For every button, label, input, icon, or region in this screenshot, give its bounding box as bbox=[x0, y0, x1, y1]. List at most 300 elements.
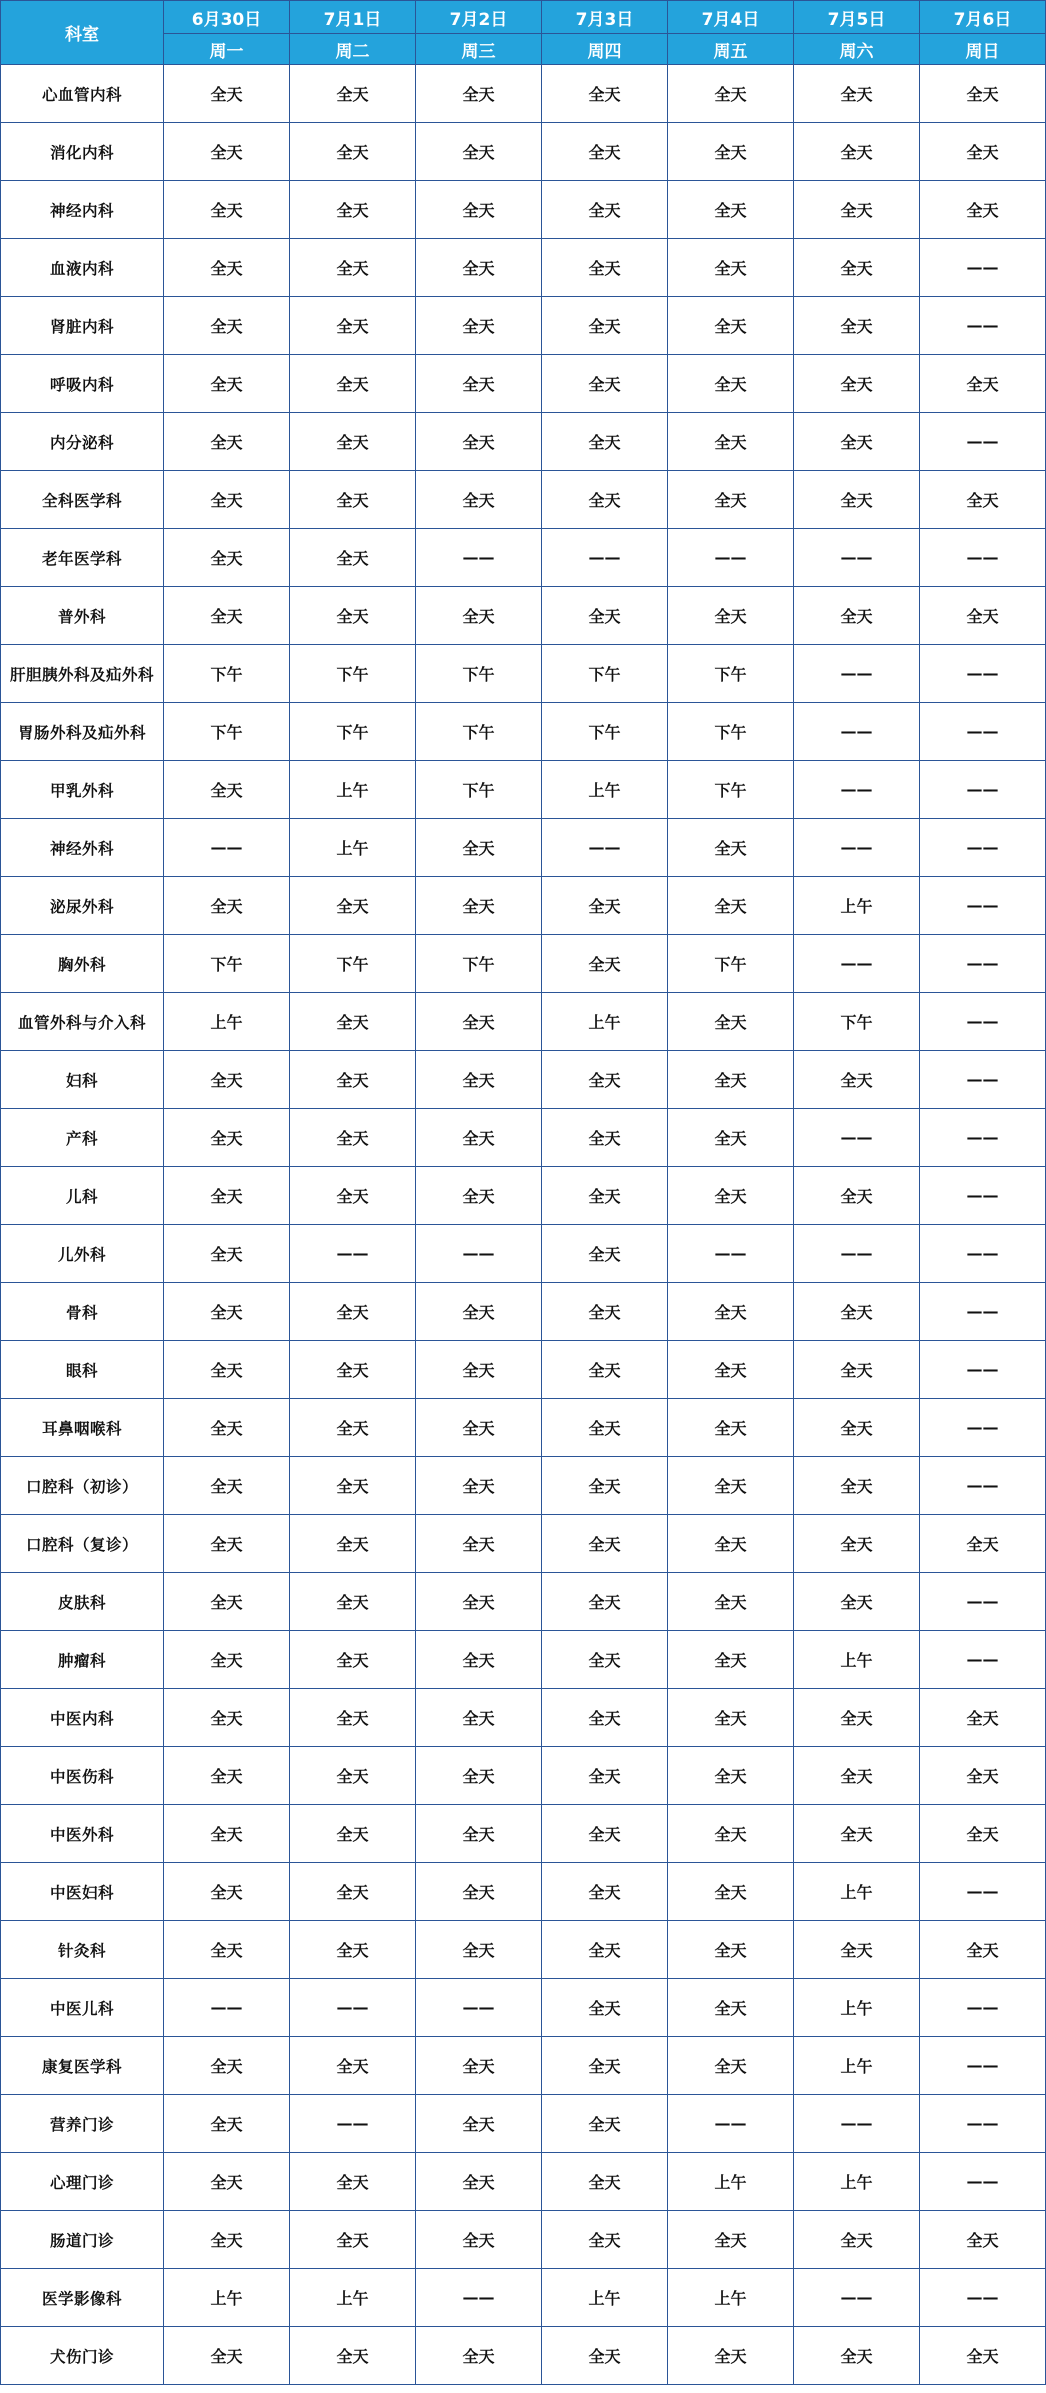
table-row bbox=[1, 1341, 1046, 1399]
schedule-cell: 全天 bbox=[794, 1167, 920, 1225]
schedule-cell: 全天 bbox=[794, 1573, 920, 1631]
dept-name-cell: 神经外科 bbox=[1, 819, 164, 877]
schedule-cell: 全天 bbox=[416, 1573, 542, 1631]
weekday-header: 周六 bbox=[794, 34, 920, 65]
schedule-cell: 全天 bbox=[920, 1805, 1046, 1863]
table-row bbox=[1, 181, 1046, 239]
dept-name-cell: 老年医学科 bbox=[1, 529, 164, 587]
schedule-cell: 全天 bbox=[542, 2211, 668, 2269]
schedule-cell: 全天 bbox=[416, 1109, 542, 1167]
schedule-cell: 全天 bbox=[920, 2211, 1046, 2269]
schedule-cell: 下午 bbox=[164, 703, 290, 761]
schedule-cell: —— bbox=[920, 529, 1046, 587]
schedule-cell: 全天 bbox=[164, 2037, 290, 2095]
weekday-header: 周二 bbox=[290, 34, 416, 65]
dept-column-header: 科室 bbox=[1, 1, 164, 65]
schedule-cell: 下午 bbox=[164, 935, 290, 993]
dept-name-cell: 神经内科 bbox=[1, 181, 164, 239]
schedule-cell: 全天 bbox=[164, 529, 290, 587]
table-row bbox=[1, 819, 1046, 877]
schedule-cell: 全天 bbox=[416, 1747, 542, 1805]
schedule-cell: —— bbox=[920, 819, 1046, 877]
table-row bbox=[1, 1573, 1046, 1631]
date-header: 7月4日 bbox=[668, 1, 794, 34]
schedule-cell: —— bbox=[920, 935, 1046, 993]
dept-name-cell: 肿瘤科 bbox=[1, 1631, 164, 1689]
schedule-cell: 全天 bbox=[920, 355, 1046, 413]
table-row bbox=[1, 993, 1046, 1051]
dept-name-cell: 骨科 bbox=[1, 1283, 164, 1341]
schedule-cell: 全天 bbox=[920, 181, 1046, 239]
schedule-cell: 全天 bbox=[542, 1863, 668, 1921]
table-row bbox=[1, 1747, 1046, 1805]
schedule-cell: —— bbox=[290, 1979, 416, 2037]
schedule-cell: —— bbox=[920, 1863, 1046, 1921]
schedule-cell: 全天 bbox=[668, 1573, 794, 1631]
table-row bbox=[1, 587, 1046, 645]
schedule-cell: 全天 bbox=[668, 239, 794, 297]
schedule-cell: 全天 bbox=[416, 2037, 542, 2095]
schedule-cell: 全天 bbox=[668, 1399, 794, 1457]
schedule-cell: 全天 bbox=[164, 1631, 290, 1689]
table-row bbox=[1, 123, 1046, 181]
schedule-cell: 全天 bbox=[164, 1747, 290, 1805]
schedule-cell: 全天 bbox=[290, 297, 416, 355]
schedule-cell: 全天 bbox=[290, 1921, 416, 1979]
schedule-cell: 全天 bbox=[542, 181, 668, 239]
schedule-cell: 全天 bbox=[290, 1573, 416, 1631]
schedule-cell: —— bbox=[920, 413, 1046, 471]
schedule-cell: 全天 bbox=[542, 1341, 668, 1399]
schedule-cell: —— bbox=[416, 529, 542, 587]
table-row bbox=[1, 877, 1046, 935]
table-row bbox=[1, 2327, 1046, 2385]
schedule-cell: —— bbox=[668, 1225, 794, 1283]
table-row bbox=[1, 1805, 1046, 1863]
schedule-cell: 全天 bbox=[668, 297, 794, 355]
schedule-cell: 全天 bbox=[290, 239, 416, 297]
schedule-cell: —— bbox=[920, 993, 1046, 1051]
schedule-cell: 全天 bbox=[416, 65, 542, 123]
dept-name-cell: 犬伤门诊 bbox=[1, 2327, 164, 2385]
table-row bbox=[1, 1283, 1046, 1341]
schedule-cell: 全天 bbox=[164, 65, 290, 123]
schedule-cell: 全天 bbox=[164, 471, 290, 529]
weekday-header: 周三 bbox=[416, 34, 542, 65]
schedule-cell: 下午 bbox=[668, 703, 794, 761]
table-row bbox=[1, 1921, 1046, 1979]
weekday-header: 周一 bbox=[164, 34, 290, 65]
schedule-cell: 下午 bbox=[668, 761, 794, 819]
dept-name-cell: 口腔科（复诊） bbox=[1, 1515, 164, 1573]
schedule-cell: 上午 bbox=[542, 993, 668, 1051]
schedule-cell: 全天 bbox=[920, 1515, 1046, 1573]
schedule-cell: 全天 bbox=[542, 1283, 668, 1341]
schedule-cell: 全天 bbox=[668, 2327, 794, 2385]
schedule-cell: 全天 bbox=[416, 1689, 542, 1747]
schedule-cell: 全天 bbox=[164, 1805, 290, 1863]
schedule-cell: 全天 bbox=[416, 1863, 542, 1921]
dept-name-cell: 产科 bbox=[1, 1109, 164, 1167]
dept-name-cell: 血管外科与介入科 bbox=[1, 993, 164, 1051]
schedule-cell: 全天 bbox=[416, 413, 542, 471]
weekday-header: 周五 bbox=[668, 34, 794, 65]
schedule-cell: 上午 bbox=[794, 2037, 920, 2095]
schedule-cell: 上午 bbox=[668, 2153, 794, 2211]
schedule-cell: 全天 bbox=[416, 297, 542, 355]
schedule-cell: 全天 bbox=[668, 1283, 794, 1341]
schedule-cell: —— bbox=[794, 2269, 920, 2327]
schedule-cell: —— bbox=[920, 761, 1046, 819]
schedule-cell: 全天 bbox=[416, 2153, 542, 2211]
date-header: 7月5日 bbox=[794, 1, 920, 34]
schedule-cell: 全天 bbox=[164, 2327, 290, 2385]
schedule-cell: —— bbox=[920, 239, 1046, 297]
schedule-cell: 全天 bbox=[668, 1631, 794, 1689]
schedule-cell: 全天 bbox=[542, 2153, 668, 2211]
dept-name-cell: 肝胆胰外科及疝外科 bbox=[1, 645, 164, 703]
schedule-cell: 全天 bbox=[920, 65, 1046, 123]
schedule-cell: 全天 bbox=[164, 2211, 290, 2269]
schedule-cell: 全天 bbox=[290, 2211, 416, 2269]
weekday-header: 周四 bbox=[542, 34, 668, 65]
schedule-cell: —— bbox=[920, 1167, 1046, 1225]
schedule-cell: 全天 bbox=[290, 2327, 416, 2385]
schedule-cell: 全天 bbox=[290, 471, 416, 529]
table-row bbox=[1, 355, 1046, 413]
schedule-cell: 全天 bbox=[542, 239, 668, 297]
schedule-cell: —— bbox=[920, 2037, 1046, 2095]
schedule-cell: 全天 bbox=[920, 1689, 1046, 1747]
schedule-cell: 全天 bbox=[668, 123, 794, 181]
schedule-cell: 全天 bbox=[542, 2037, 668, 2095]
schedule-cell: 全天 bbox=[542, 2095, 668, 2153]
schedule-cell: 全天 bbox=[668, 1457, 794, 1515]
schedule-cell: 全天 bbox=[668, 993, 794, 1051]
schedule-cell: 全天 bbox=[668, 471, 794, 529]
schedule-cell: 全天 bbox=[290, 1399, 416, 1457]
schedule-cell: —— bbox=[794, 1109, 920, 1167]
table-row bbox=[1, 1051, 1046, 1109]
schedule-cell: 全天 bbox=[668, 181, 794, 239]
schedule-cell: 全天 bbox=[164, 181, 290, 239]
dept-name-cell: 普外科 bbox=[1, 587, 164, 645]
schedule-cell: 全天 bbox=[164, 1283, 290, 1341]
schedule-cell: 全天 bbox=[794, 587, 920, 645]
schedule-cell: 全天 bbox=[164, 1167, 290, 1225]
schedule-cell: 全天 bbox=[164, 1515, 290, 1573]
dept-name-cell: 口腔科（初诊） bbox=[1, 1457, 164, 1515]
dept-name-cell: 中医儿科 bbox=[1, 1979, 164, 2037]
schedule-cell: —— bbox=[920, 1051, 1046, 1109]
dept-name-cell: 心理门诊 bbox=[1, 2153, 164, 2211]
schedule-cell: 全天 bbox=[794, 1689, 920, 1747]
schedule-cell: 全天 bbox=[416, 355, 542, 413]
table-row bbox=[1, 297, 1046, 355]
schedule-cell: 全天 bbox=[794, 1341, 920, 1399]
schedule-cell: 全天 bbox=[794, 1921, 920, 1979]
schedule-cell: 上午 bbox=[794, 1631, 920, 1689]
table-row bbox=[1, 529, 1046, 587]
schedule-cell: 上午 bbox=[290, 2269, 416, 2327]
schedule-cell: 全天 bbox=[794, 2211, 920, 2269]
schedule-cell: 上午 bbox=[794, 1863, 920, 1921]
schedule-cell: 全天 bbox=[416, 239, 542, 297]
schedule-cell: 全天 bbox=[416, 1921, 542, 1979]
dept-name-cell: 中医伤科 bbox=[1, 1747, 164, 1805]
schedule-cell: 全天 bbox=[794, 65, 920, 123]
date-header: 7月6日 bbox=[920, 1, 1046, 34]
schedule-cell: —— bbox=[794, 645, 920, 703]
schedule-cell: 上午 bbox=[794, 1979, 920, 2037]
schedule-cell: 全天 bbox=[794, 2327, 920, 2385]
dept-name-cell: 儿科 bbox=[1, 1167, 164, 1225]
schedule-cell: 全天 bbox=[164, 2095, 290, 2153]
schedule-cell: 全天 bbox=[290, 1283, 416, 1341]
schedule-cell: 全天 bbox=[668, 2211, 794, 2269]
schedule-cell: 全天 bbox=[668, 1689, 794, 1747]
schedule-cell: —— bbox=[920, 1283, 1046, 1341]
table-row bbox=[1, 645, 1046, 703]
dept-name-cell: 妇科 bbox=[1, 1051, 164, 1109]
schedule-cell: 全天 bbox=[794, 1051, 920, 1109]
schedule-cell: 全天 bbox=[416, 877, 542, 935]
date-header: 7月1日 bbox=[290, 1, 416, 34]
schedule-cell: 全天 bbox=[164, 1109, 290, 1167]
date-header-row bbox=[1, 1, 1046, 34]
table-row bbox=[1, 1225, 1046, 1283]
schedule-cell: —— bbox=[794, 761, 920, 819]
schedule-cell: 全天 bbox=[668, 587, 794, 645]
schedule-cell: 全天 bbox=[542, 355, 668, 413]
table-row bbox=[1, 2269, 1046, 2327]
schedule-cell: 全天 bbox=[290, 587, 416, 645]
table-row bbox=[1, 65, 1046, 123]
schedule-cell: 全天 bbox=[542, 1457, 668, 1515]
schedule-cell: 全天 bbox=[668, 1051, 794, 1109]
date-header: 6月30日 bbox=[164, 1, 290, 34]
table-row bbox=[1, 761, 1046, 819]
schedule-cell: 全天 bbox=[290, 877, 416, 935]
schedule-cell: 全天 bbox=[542, 1109, 668, 1167]
dept-name-cell: 针灸科 bbox=[1, 1921, 164, 1979]
schedule-cell: 全天 bbox=[290, 1051, 416, 1109]
dept-name-cell: 康复医学科 bbox=[1, 2037, 164, 2095]
schedule-cell: 全天 bbox=[920, 123, 1046, 181]
schedule-cell: 全天 bbox=[542, 413, 668, 471]
dept-name-cell: 呼吸内科 bbox=[1, 355, 164, 413]
schedule-cell: 全天 bbox=[290, 181, 416, 239]
dept-name-cell: 消化内科 bbox=[1, 123, 164, 181]
schedule-cell: 全天 bbox=[164, 1457, 290, 1515]
schedule-cell: 全天 bbox=[920, 1747, 1046, 1805]
schedule-cell: 全天 bbox=[668, 2037, 794, 2095]
dept-name-cell: 儿外科 bbox=[1, 1225, 164, 1283]
schedule-cell: 下午 bbox=[290, 645, 416, 703]
schedule-cell: 全天 bbox=[920, 587, 1046, 645]
schedule-cell: 全天 bbox=[290, 1457, 416, 1515]
schedule-cell: 全天 bbox=[164, 1399, 290, 1457]
schedule-cell: 全天 bbox=[920, 471, 1046, 529]
schedule-cell: 全天 bbox=[542, 1979, 668, 2037]
schedule-cell: 全天 bbox=[416, 1399, 542, 1457]
schedule-cell: —— bbox=[920, 297, 1046, 355]
schedule-cell: 全天 bbox=[794, 413, 920, 471]
schedule-cell: 上午 bbox=[164, 993, 290, 1051]
dept-name-cell: 眼科 bbox=[1, 1341, 164, 1399]
schedule-cell: 全天 bbox=[290, 65, 416, 123]
schedule-cell: 全天 bbox=[164, 761, 290, 819]
schedule-cell: 全天 bbox=[542, 1573, 668, 1631]
dept-name-cell: 中医内科 bbox=[1, 1689, 164, 1747]
schedule-cell: 全天 bbox=[290, 355, 416, 413]
table-row bbox=[1, 413, 1046, 471]
schedule-cell: 全天 bbox=[542, 1805, 668, 1863]
schedule-cell: —— bbox=[920, 1457, 1046, 1515]
schedule-cell: 全天 bbox=[542, 65, 668, 123]
schedule-cell: 全天 bbox=[668, 1515, 794, 1573]
schedule-cell: 全天 bbox=[668, 1921, 794, 1979]
dept-name-cell: 中医外科 bbox=[1, 1805, 164, 1863]
schedule-cell: —— bbox=[920, 1573, 1046, 1631]
schedule-cell: 下午 bbox=[668, 935, 794, 993]
schedule-cell: 全天 bbox=[290, 413, 416, 471]
schedule-cell: 全天 bbox=[416, 1805, 542, 1863]
schedule-cell: 全天 bbox=[794, 1805, 920, 1863]
dept-name-cell: 内分泌科 bbox=[1, 413, 164, 471]
table-row bbox=[1, 1515, 1046, 1573]
schedule-cell: 全天 bbox=[668, 1863, 794, 1921]
schedule-cell: 全天 bbox=[668, 1109, 794, 1167]
schedule-cell: —— bbox=[290, 2095, 416, 2153]
table-row bbox=[1, 471, 1046, 529]
schedule-cell: 全天 bbox=[164, 1573, 290, 1631]
schedule-cell: 全天 bbox=[164, 297, 290, 355]
table-row bbox=[1, 703, 1046, 761]
schedule-cell: 全天 bbox=[542, 297, 668, 355]
schedule-cell: 全天 bbox=[794, 1457, 920, 1515]
schedule-cell: —— bbox=[794, 703, 920, 761]
schedule-cell: 全天 bbox=[416, 181, 542, 239]
schedule-cell: 全天 bbox=[542, 587, 668, 645]
schedule-cell: 全天 bbox=[794, 239, 920, 297]
schedule-cell: 全天 bbox=[668, 1167, 794, 1225]
schedule-cell: —— bbox=[668, 529, 794, 587]
schedule-cell: 全天 bbox=[416, 819, 542, 877]
schedule-cell: 下午 bbox=[668, 645, 794, 703]
schedule-cell: 全天 bbox=[290, 1515, 416, 1573]
schedule-cell: 全天 bbox=[542, 1689, 668, 1747]
schedule-cell: —— bbox=[920, 645, 1046, 703]
schedule-cell: 全天 bbox=[416, 123, 542, 181]
schedule-cell: 全天 bbox=[290, 1747, 416, 1805]
schedule-cell: 上午 bbox=[290, 819, 416, 877]
table-row bbox=[1, 1689, 1046, 1747]
schedule-cell: —— bbox=[794, 529, 920, 587]
schedule-cell: —— bbox=[542, 819, 668, 877]
dept-name-cell: 耳鼻咽喉科 bbox=[1, 1399, 164, 1457]
schedule-cell: 全天 bbox=[290, 123, 416, 181]
schedule-cell: 全天 bbox=[668, 877, 794, 935]
schedule-cell: 下午 bbox=[416, 761, 542, 819]
table-row bbox=[1, 1457, 1046, 1515]
schedule-cell: 全天 bbox=[416, 1457, 542, 1515]
schedule-cell: —— bbox=[920, 877, 1046, 935]
schedule-cell: 全天 bbox=[542, 935, 668, 993]
schedule-cell: 上午 bbox=[290, 761, 416, 819]
dept-name-cell: 中医妇科 bbox=[1, 1863, 164, 1921]
dept-name-cell: 泌尿外科 bbox=[1, 877, 164, 935]
schedule-cell: —— bbox=[290, 1225, 416, 1283]
schedule-cell: 全天 bbox=[794, 1399, 920, 1457]
schedule-cell: —— bbox=[920, 1631, 1046, 1689]
schedule-cell: 上午 bbox=[794, 2153, 920, 2211]
schedule-cell: 全天 bbox=[668, 1805, 794, 1863]
schedule-cell: 全天 bbox=[290, 529, 416, 587]
dept-name-cell: 全科医学科 bbox=[1, 471, 164, 529]
table-row bbox=[1, 935, 1046, 993]
schedule-cell: 上午 bbox=[542, 761, 668, 819]
table-row bbox=[1, 1979, 1046, 2037]
schedule-cell: 全天 bbox=[290, 1631, 416, 1689]
schedule-cell: 全天 bbox=[542, 1515, 668, 1573]
schedule-cell: 全天 bbox=[164, 1341, 290, 1399]
schedule-cell: 全天 bbox=[794, 181, 920, 239]
table-row bbox=[1, 2095, 1046, 2153]
table-row bbox=[1, 1109, 1046, 1167]
schedule-cell: —— bbox=[416, 2269, 542, 2327]
schedule-cell: 全天 bbox=[164, 413, 290, 471]
schedule-cell: 全天 bbox=[164, 1225, 290, 1283]
dept-name-cell: 肾脏内科 bbox=[1, 297, 164, 355]
table-row bbox=[1, 1167, 1046, 1225]
schedule-cell: 全天 bbox=[542, 877, 668, 935]
schedule-cell: 全天 bbox=[164, 239, 290, 297]
date-header: 7月2日 bbox=[416, 1, 542, 34]
schedule-cell: 全天 bbox=[164, 1051, 290, 1109]
schedule-cell: 全天 bbox=[794, 297, 920, 355]
dept-name-cell: 皮肤科 bbox=[1, 1573, 164, 1631]
schedule-cell: 全天 bbox=[164, 1921, 290, 1979]
schedule-cell: —— bbox=[920, 1109, 1046, 1167]
schedule-cell: 全天 bbox=[668, 65, 794, 123]
schedule-cell: 全天 bbox=[164, 123, 290, 181]
schedule-cell: 下午 bbox=[290, 703, 416, 761]
schedule-cell: 全天 bbox=[164, 1863, 290, 1921]
schedule-cell: 全天 bbox=[290, 1167, 416, 1225]
schedule-cell: 全天 bbox=[668, 413, 794, 471]
schedule-cell: 全天 bbox=[920, 1921, 1046, 1979]
dept-name-cell: 甲乳外科 bbox=[1, 761, 164, 819]
schedule-cell: 全天 bbox=[416, 2211, 542, 2269]
schedule-cell: 全天 bbox=[290, 993, 416, 1051]
schedule-cell: 下午 bbox=[542, 703, 668, 761]
schedule-cell: —— bbox=[920, 703, 1046, 761]
schedule-cell: —— bbox=[920, 2095, 1046, 2153]
table-row bbox=[1, 2037, 1046, 2095]
schedule-cell: 全天 bbox=[290, 1689, 416, 1747]
schedule-cell: 全天 bbox=[542, 1399, 668, 1457]
schedule-cell: 全天 bbox=[290, 1109, 416, 1167]
schedule-cell: 下午 bbox=[164, 645, 290, 703]
schedule-cell: 全天 bbox=[416, 2095, 542, 2153]
schedule-cell: 全天 bbox=[668, 1747, 794, 1805]
schedule-cell: 全天 bbox=[794, 1283, 920, 1341]
schedule-cell: 上午 bbox=[542, 2269, 668, 2327]
schedule-cell: 全天 bbox=[668, 355, 794, 413]
schedule-cell: 全天 bbox=[542, 1225, 668, 1283]
schedule-cell: 全天 bbox=[794, 1515, 920, 1573]
